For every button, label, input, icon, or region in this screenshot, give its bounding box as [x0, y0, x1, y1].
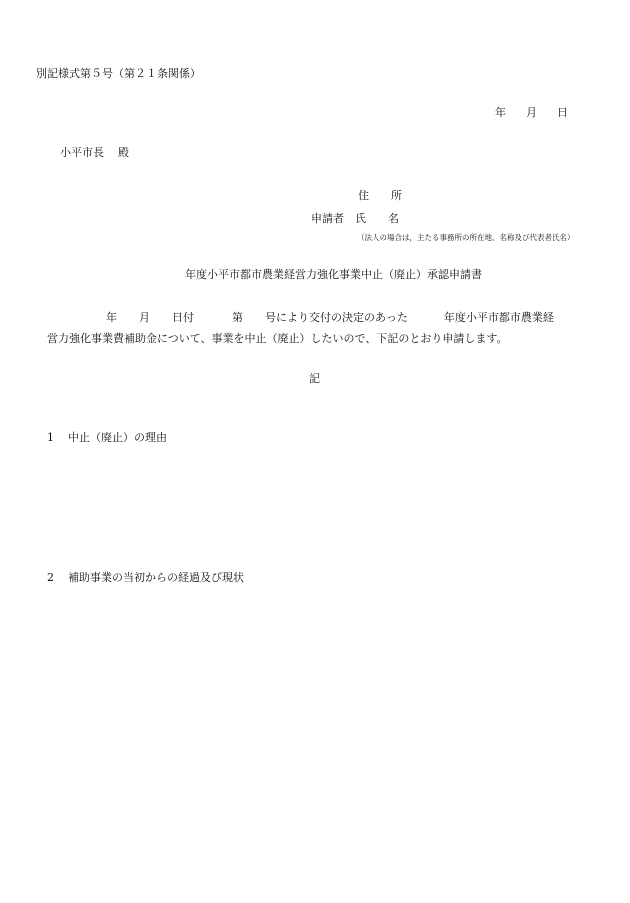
applicant-label: 申請者 — [311, 212, 344, 225]
body-date-suffix: 日付 — [172, 311, 194, 324]
name-label-1: 氏 — [355, 212, 366, 225]
body-line-1 — [106, 312, 554, 323]
item-1-label: 中止（廃止）の理由 — [68, 431, 167, 444]
addressee-honorific: 殿 — [118, 146, 129, 159]
form-number: 別記様式第５号（第２１条関係） — [36, 67, 201, 80]
address-label-2: 所 — [391, 189, 402, 202]
date-month-label: 月 — [526, 106, 537, 119]
body-decision-text: 号により交付の決定のあった — [265, 311, 408, 324]
ki-mark: 記 — [309, 372, 320, 385]
corporation-note: （法人の場合は，主たる事務所の所在地、名称及び代表者氏名） — [357, 233, 575, 242]
item-2-label: 補助事業の当初からの経過及び現状 — [68, 571, 244, 584]
document-title: 年度小平市都市農業経営力強化事業中止（廃止）承認申請書 — [185, 268, 482, 281]
item-2 — [47, 572, 244, 583]
addressee-name: 小平市長 — [60, 146, 104, 159]
body-fiscal-year-text: 年度小平市都市農業経 — [443, 311, 554, 324]
name-label-2: 名 — [388, 212, 399, 225]
date-line — [495, 107, 568, 118]
body-number-prefix: 第 — [232, 311, 243, 324]
item-1 — [47, 432, 167, 443]
address-label-1: 住 — [358, 189, 369, 202]
applicant-name-row — [311, 213, 399, 224]
body-year: 年 — [106, 311, 117, 324]
body-month: 月 — [139, 311, 150, 324]
date-year-label: 年 — [495, 106, 506, 119]
date-day-label: 日 — [557, 106, 568, 119]
item-2-number: 2 — [47, 571, 54, 584]
body-line-2: 営力強化事業費補助金について、事業を中止（廃止）したいので、下記のとおり申請します。 — [47, 332, 508, 345]
item-1-number: 1 — [47, 431, 54, 444]
addressee — [60, 147, 129, 158]
applicant-address-row — [358, 190, 402, 201]
